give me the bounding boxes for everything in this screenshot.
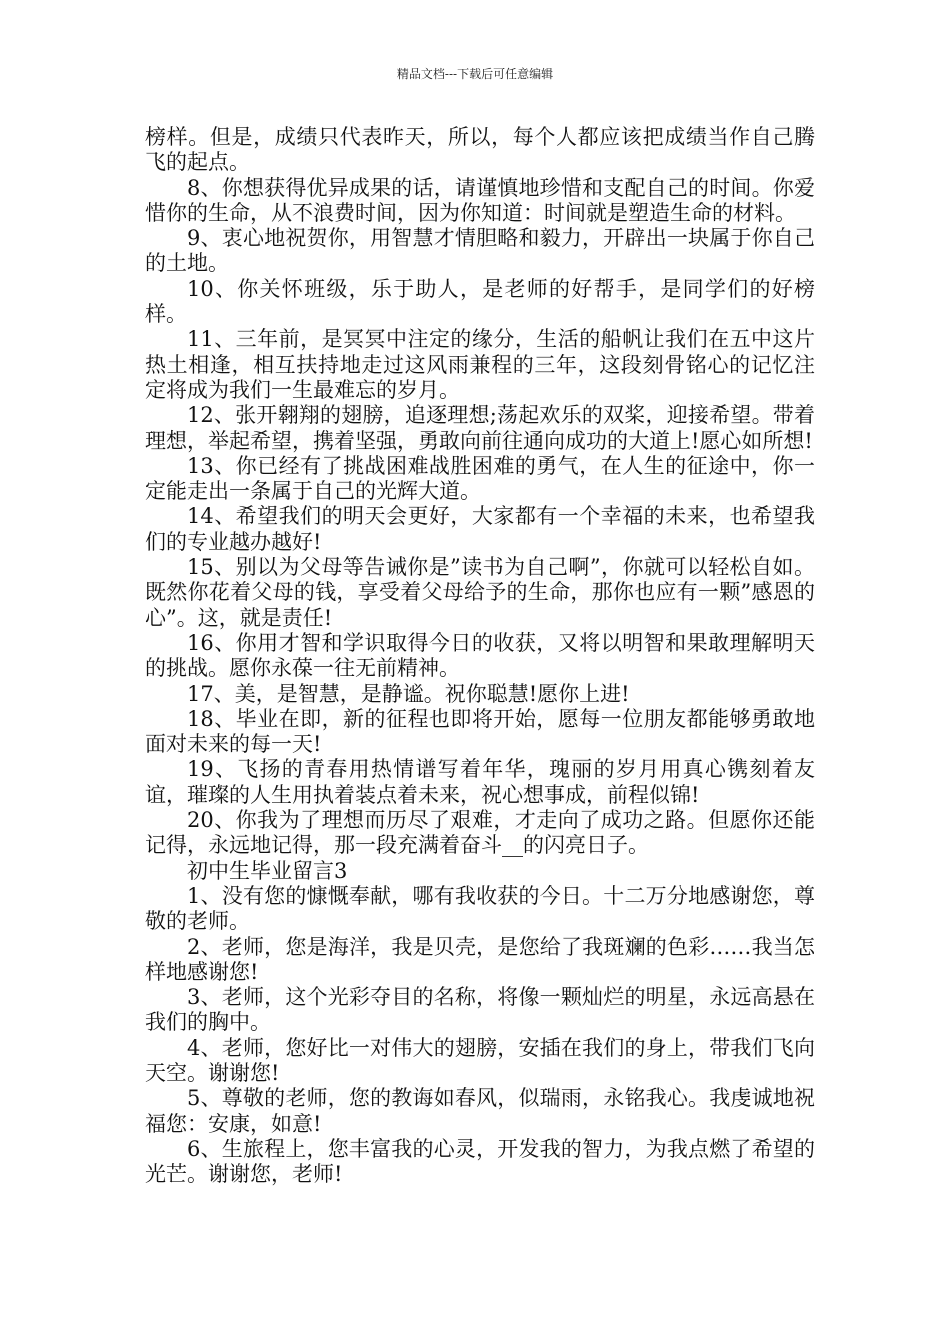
document-body — [145, 125, 815, 1187]
paragraph-item-12: 12、张开翱翔的翅膀，追逐理想;荡起欢乐的双桨，迎接希望。带着理想，举起希望，携着坚强，勇敢向前往通向成功的大道上!愿心如所想! — [145, 403, 815, 453]
paragraph-item-13: 13、你已经有了挑战困难战胜困难的勇气，在人生的征途中，你一定能走出一条属于自己的光辉大道。 — [145, 453, 815, 504]
paragraph-item-15: 15、别以为父母等告诫你是”读书为自己啊”，你就可以轻松自如。既然你花着父母的钱，享受着父母给予的生命，那你也应有一颗”感恩的心”。这，就是责任! — [145, 555, 815, 630]
paragraph-section3-item-1: 1、没有您的慷慨奉献，哪有我收获的今日。十二万分地感谢您，尊敬的老师。 — [145, 883, 815, 934]
paragraph-continuation: 榜样。但是，成绩只代表昨天，所以，每个人都应该把成绩当作自己腾飞的起点。 — [145, 125, 815, 175]
page-header: 精品文档---下载后可任意编辑 — [396, 67, 554, 81]
paragraph-section3-item-4: 4、老师，您好比一对伟大的翅膀，安插在我们的身上，带我们飞向天空。谢谢您! — [145, 1035, 815, 1085]
paragraph-item-8: 8、你想获得优异成果的话，请谨慎地珍惜和支配自己的时间。你爱惜你的生命，从不浪费时间，因为你知道：时间就是塑造生命的材料。 — [145, 175, 815, 225]
paragraph-item-16: 16、你用才智和学识取得今日的收获，又将以明智和果敢理解明天的挑战。愿你永葆一往无前精神。 — [145, 630, 815, 681]
paragraph-item-11: 11、三年前，是冥冥中注定的缘分，生活的船帆让我们在五中这片热土相逢，相互扶持地走过这风雨兼程的三年，这段刻骨铭心的记忆注定将成为我们一生最难忘的岁月。 — [145, 327, 815, 402]
paragraph-item-10: 10、你关怀班级，乐于助人，是老师的好帮手，是同学们的好榜样。 — [145, 276, 815, 327]
paragraph-section3-item-2: 2、老师，您是海洋，我是贝壳，是您给了我斑斓的色彩……我当怎样地感谢您! — [145, 934, 815, 984]
paragraph-item-17: 17、美，是智慧，是静谧。祝你聪慧!愿你上进! — [187, 681, 630, 706]
paragraph-item-19: 19、飞扬的青春用热情谱写着年华，瑰丽的岁月用真心镌刻着友谊，璀璨的人生用执着装点着未来，祝心想事成，前程似锦! — [145, 757, 815, 807]
paragraph-section3-item-3: 3、老师，这个光彩夺目的名称，将像一颗灿烂的明星，永远高悬在我们的胸中。 — [145, 985, 815, 1035]
paragraph-section3-item-5: 5、尊敬的老师，您的教诲如春风，似瑞雨，永铭我心。我虔诚地祝福您：安康，如意! — [145, 1086, 815, 1136]
paragraph-section3-item-6: 6、生旅程上，您丰富我的心灵，开发我的智力，为我点燃了希望的光芒。谢谢您，老师! — [145, 1136, 815, 1187]
paragraph-item-14: 14、希望我们的明天会更好，大家都有一个幸福的未来，也希望我们的专业越办越好! — [145, 504, 815, 554]
paragraph-item-20: 20、你我为了理想而历尽了艰难，才走向了成功之路。但愿你还能记得，永远地记得，那一段充满着奋斗__的闪亮日子。 — [145, 808, 815, 858]
section-heading: 初中生毕业留言3 — [187, 858, 348, 883]
paragraph-item-18: 18、毕业在即，新的征程也即将开始，愿每一位朋友都能够勇敢地面对未来的每一天! — [145, 706, 815, 757]
paragraph-item-9: 9、衷心地祝贺你，用智慧才情胆略和毅力，开辟出一块属于你自己的土地。 — [145, 226, 815, 276]
